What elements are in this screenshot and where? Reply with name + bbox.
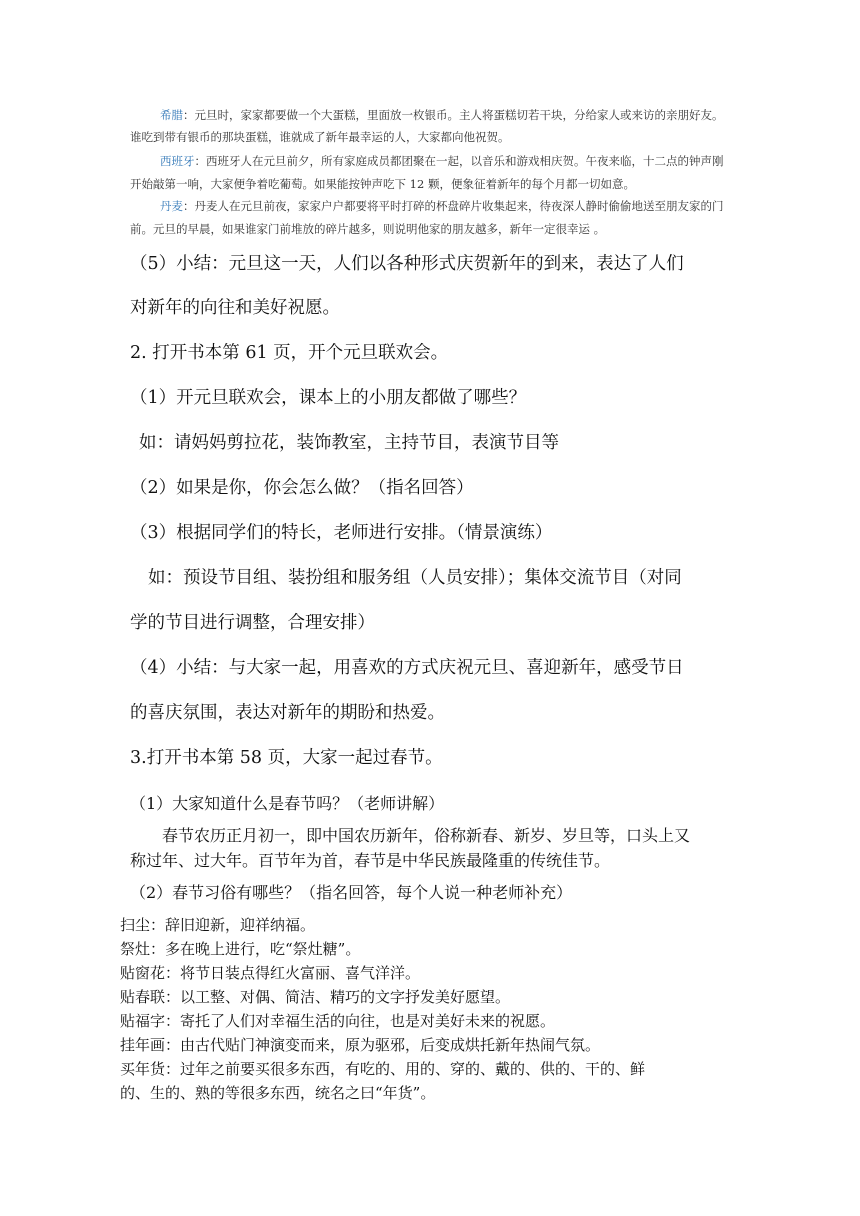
section3-heading: 3.打开书本第 58 页，大家一起过春节。 (130, 748, 443, 768)
denmark-paragraph-line2: 前。元旦的早晨，如果谁家门前堆放的碎片越多，则说明他家的朋友越多，新年一定很幸运 。 (130, 222, 606, 236)
custom-item-fu-character: 贴福字：寄托了人们对幸福生活的向往，也是对美好未来的祝愿。 (120, 1012, 556, 1030)
custom-item-sweeping: 扫尘：辞旧迎新，迎祥纳福。 (120, 916, 316, 934)
section2-example-1: 如：请妈妈剪拉花，装饰教室，主持节目，表演节目等 (139, 433, 559, 453)
section2-example-3-line2: 学的节目进行调整，合理安排） (130, 613, 375, 633)
section2-example-3-line1: 如：预设节目组、装扮组和服务组（人员安排）；集体交流节目（对同 (148, 568, 682, 588)
denmark-text-1: ：丹麦人在元旦前夜，家家户户都要将平时打碎的杯盘碎片收集起来，待夜深人静时偷偷地送至朋友家的门 (183, 199, 724, 213)
section2-summary-line1: （4）小结：与大家一起，用喜欢的方式庆祝元旦、喜迎新年，感受节日 (130, 658, 684, 678)
section1-summary-line2: 对新年的向往和美好祝愿。 (130, 298, 340, 318)
spain-paragraph-line2: 开始敲第一响，大家便争着吃葡萄。如果能按钟声吃下 12 颗，便象征着新年的每个月都一切如意。 (130, 177, 635, 191)
denmark-paragraph-line1 (160, 199, 724, 213)
section3-explanation-line1: 春节农历正月初一，即中国农历新年，俗称新春、新岁、岁旦等，口头上又 (162, 826, 691, 845)
spain-paragraph-line1 (160, 154, 724, 168)
spain-text-1: ：西班牙人在元旦前夕，所有家庭成员都团聚在一起，以音乐和游戏相庆贺。午夜来临，十二点的钟声刚 (194, 154, 724, 168)
section3-question-2: （2）春节习俗有哪些？（指名回答，每个人说一种老师补充） (130, 883, 573, 902)
denmark-label: 丹麦 (160, 199, 183, 213)
section2-summary-line2: 的喜庆氛围，表达对新年的期盼和热爱。 (130, 703, 445, 723)
section2-question-1: （1）开元旦联欢会，课本上的小朋友都做了哪些？ (130, 388, 527, 408)
section2-question-3: （3）根据同学们的特长，老师进行安排。（情景演练） (130, 523, 553, 543)
section3-explanation-line2: 称过年、过大年。百节年为首，春节是中华民族最隆重的传统佳节。 (130, 851, 611, 870)
custom-item-kitchen-god: 祭灶：多在晚上进行，吃“祭灶糖”。 (120, 940, 361, 958)
greece-text-1: ：元旦时，家家都要做一个大蛋糕，里面放一枚银币。主人将蛋糕切若干块，分给家人或来访的亲朋好友。 (183, 108, 724, 122)
greece-paragraph-line1 (160, 108, 724, 122)
greece-label: 希腊 (160, 108, 183, 122)
custom-item-window-paper: 贴窗花：将节日装点得红火富丽、喜气洋洋。 (120, 964, 421, 982)
greece-paragraph-line2: 谁吃到带有银币的那块蛋糕，谁就成了新年最幸运的人，大家都向他祝贺。 (130, 130, 510, 144)
custom-item-new-year-pictures: 挂年画：由古代贴门神演变而来，原为驱邪，后变成烘托新年热闹气氛。 (120, 1036, 601, 1054)
section2-question-2: （2）如果是你，你会怎么做？（指名回答） (130, 478, 474, 498)
section1-summary-line1: （5）小结：元旦这一天，人们以各种形式庆贺新年的到来，表达了人们 (130, 254, 684, 274)
section2-heading: 2. 打开书本第 61 页，开个元旦联欢会。 (130, 343, 449, 363)
custom-item-couplets: 贴春联：以工整、对偶、简洁、精巧的文字抒发美好愿望。 (120, 988, 511, 1006)
section3-question-1: （1）大家知道什么是春节吗？（老师讲解） (130, 794, 445, 813)
custom-item-shopping-line2: 的、生的、熟的等很多东西，统名之曰“年货”。 (120, 1084, 436, 1102)
spain-label: 西班牙 (160, 154, 195, 168)
custom-item-shopping-line1: 买年货：过年之前要买很多东西，有吃的、用的、穿的、戴的、供的、干的、鲜 (120, 1060, 646, 1078)
